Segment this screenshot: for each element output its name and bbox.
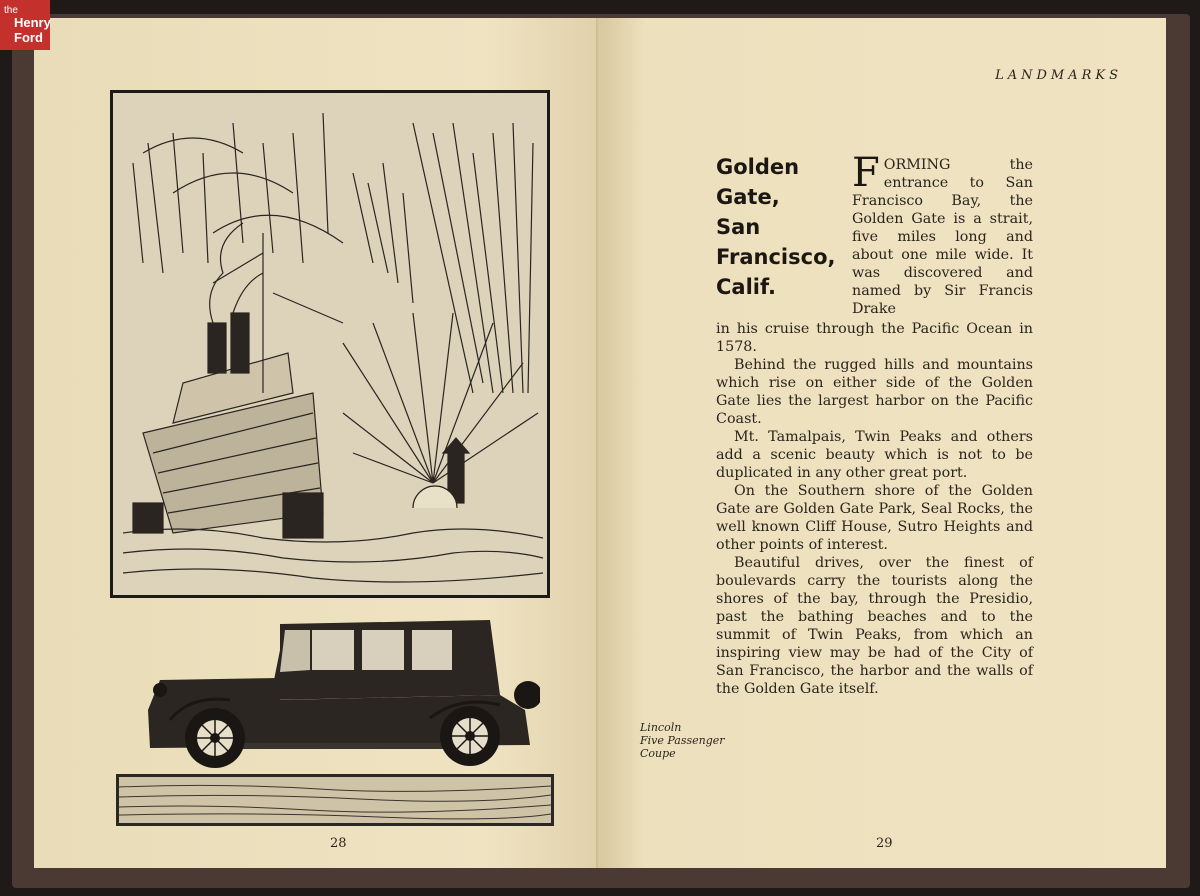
caption-line: Lincoln [640,721,682,734]
opening-text: ORMING the entrance to San Francisco Bay, the Golden Gate is a strait, five miles long and about one mile wide. It was discovered and named by Sir Francis Drake [852,157,1033,317]
body-paragraph: Mt. Tamalpais, Twin Peaks and others add a scenic beauty which is not to be duplicated in any other great port. [716,429,1033,481]
body-paragraph: Behind the rugged hills and mountains which rise on either side of the Golden Gate lies the largest harbor on the Pacific Coast. [716,357,1033,427]
left-page-number: 28 [330,836,347,851]
ship-etching-icon [113,93,547,595]
drop-cap: F [852,150,880,196]
car-caption [640,721,725,760]
heading-line: Golden [716,155,800,179]
opening-column [852,150,1033,318]
body-paragraph: in his cruise through the Pacific Ocean in 1578. [716,321,1033,355]
caption-line: Five Passenger [640,734,725,747]
article-body [716,320,1033,698]
body-paragraph: On the Southern shore of the Golden Gate are Golden Gate Park, Seal Rocks, the well known Cliff House, Sutro Heights and other points of interest. [716,483,1033,553]
ship-etching-image [110,90,550,598]
road-etching-image [116,774,554,826]
right-page [600,18,1166,868]
heading-line: Francisco, [716,245,836,269]
left-page [34,18,600,868]
heading-line: Calif. [716,275,776,299]
lincoln-coupe-icon [130,600,540,770]
heading-line: Gate, [716,185,780,209]
right-page-number: 29 [876,836,893,851]
running-head: LANDMARKS [995,68,1122,83]
henry-ford-logo [0,0,50,50]
car-image [130,600,540,770]
article-heading [716,152,856,302]
logo-line-3: Ford [14,30,43,45]
road-etching-icon [119,777,551,823]
caption-line: Coupe [640,747,676,760]
logo-line-2: Henry [14,15,51,30]
body-paragraph: Beautiful drives, over the finest of boulevards carry the tourists along the shores of the bay, through the Presidio, past the bathing beaches and to the summit of Twin Peaks, from which an inspiring view may be had of the City of San Francisco, the harbor and the walls of the Golden Gate itself. [716,555,1033,697]
logo-line-1: the [4,5,18,16]
heading-line: San [716,215,761,239]
